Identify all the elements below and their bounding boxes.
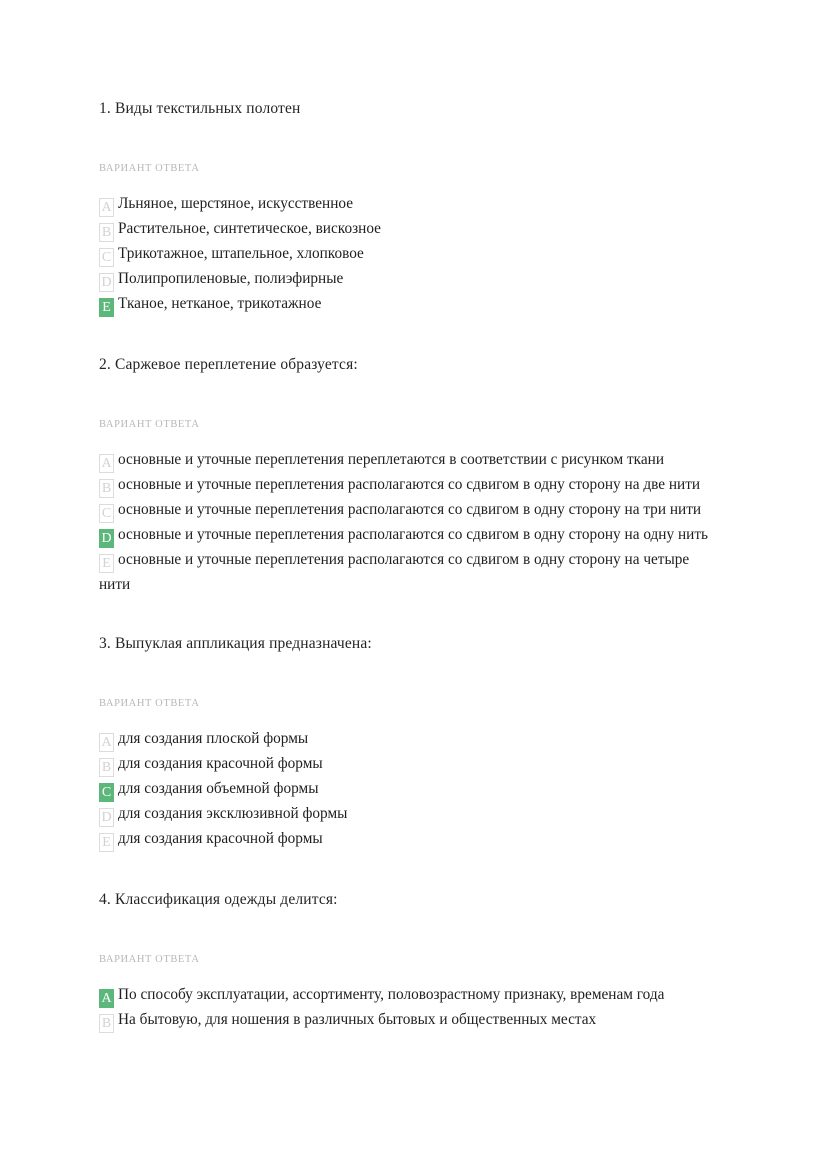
answer-variant-label: ВАРИАНТ ОТВЕТА (99, 698, 200, 710)
answer-option[interactable] (99, 473, 724, 498)
option-text: По способу эксплуатации, ассортименту, половозрастному признаку, временам года (118, 986, 665, 1004)
option-letter-badge[interactable]: B (99, 223, 114, 242)
answer-option-list (99, 727, 724, 852)
answer-option-list (99, 983, 724, 1033)
option-text: для создания красочной формы (118, 755, 323, 773)
answer-option[interactable] (99, 267, 724, 292)
option-letter-badge[interactable]: C (99, 248, 114, 267)
option-text: для создания красочной формы (118, 830, 323, 848)
option-text: основные и уточные переплетения располагаются со сдвигом в одну сторону на четыре нити (99, 551, 690, 593)
answer-option[interactable] (99, 548, 724, 596)
option-text: для создания плоской формы (118, 730, 309, 748)
question-block (99, 99, 724, 317)
option-letter-badge-selected[interactable]: D (99, 529, 114, 548)
option-letter-badge[interactable]: A (99, 733, 114, 752)
answer-option[interactable] (99, 242, 724, 267)
option-letter-badge[interactable]: C (99, 504, 114, 523)
answer-option[interactable] (99, 217, 724, 242)
answer-option-list (99, 192, 724, 317)
option-text: основные и уточные переплетения располагаются со сдвигом в одну сторону на одну нить (118, 526, 708, 543)
option-letter-badge[interactable]: E (99, 833, 114, 852)
option-letter-badge[interactable]: B (99, 479, 114, 498)
answer-option[interactable] (99, 1008, 724, 1033)
option-text: На бытовую, для ношения в различных бытовых и общественных местах (118, 1011, 597, 1029)
answer-variant-label: ВАРИАНТ ОТВЕТА (99, 419, 200, 430)
question-block (99, 355, 724, 596)
question-title: 2. Саржевое переплетение образуется: (99, 356, 358, 373)
answer-option[interactable] (99, 498, 724, 523)
answer-option[interactable] (99, 727, 724, 752)
option-letter-badge[interactable]: D (99, 808, 114, 827)
answer-option[interactable] (99, 523, 724, 548)
question-block (99, 634, 724, 852)
option-letter-badge[interactable]: D (99, 273, 114, 292)
option-text: Полипропиленовые, полиэфирные (118, 270, 344, 287)
option-text: основные и уточные переплетения располагаются со сдвигом в одну сторону на две нити (118, 476, 701, 493)
option-text: основные и уточные переплетения располагаются со сдвигом в одну сторону на три нити (118, 501, 702, 518)
option-text: Растительное, синтетическое, вискозное (118, 220, 381, 237)
option-text: Трикотажное, штапельное, хлопковое (118, 245, 364, 262)
answer-variant-label: ВАРИАНТ ОТВЕТА (99, 163, 200, 174)
option-letter-badge-selected[interactable]: C (99, 783, 114, 802)
answer-option[interactable] (99, 802, 724, 827)
question-title: 1. Виды текстильных полотен (99, 100, 301, 117)
option-letter-badge[interactable]: A (99, 198, 114, 217)
answer-variant-label: ВАРИАНТ ОТВЕТА (99, 954, 200, 966)
answer-option[interactable] (99, 827, 724, 852)
option-text: для создания эксклюзивной формы (118, 805, 348, 823)
answer-option[interactable] (99, 448, 724, 473)
answer-option[interactable] (99, 752, 724, 777)
option-text: основные и уточные переплетения переплетаются в соответствии с рисунком ткани (118, 451, 665, 468)
option-letter-badge[interactable]: E (99, 554, 114, 573)
option-letter-badge-selected[interactable]: E (99, 298, 114, 317)
option-text: для создания объемной формы (118, 780, 319, 798)
option-text: Тканое, нетканое, трикотажное (118, 295, 322, 312)
option-letter-badge-selected[interactable]: A (99, 989, 114, 1008)
option-text: Льняное, шерстяное, искусственное (118, 195, 354, 212)
question-title: 4. Классификация одежды делится: (99, 891, 338, 909)
option-letter-badge[interactable]: B (99, 758, 114, 777)
answer-option[interactable] (99, 983, 724, 1008)
question-title: 3. Выпуклая аппликация предназначена: (99, 635, 372, 653)
option-letter-badge[interactable]: B (99, 1014, 114, 1033)
answer-option[interactable] (99, 292, 724, 317)
answer-option[interactable] (99, 777, 724, 802)
quiz-container (99, 99, 724, 1033)
option-letter-badge[interactable]: A (99, 454, 114, 473)
answer-option-list (99, 448, 724, 596)
answer-option[interactable] (99, 192, 724, 217)
question-block (99, 890, 724, 1033)
